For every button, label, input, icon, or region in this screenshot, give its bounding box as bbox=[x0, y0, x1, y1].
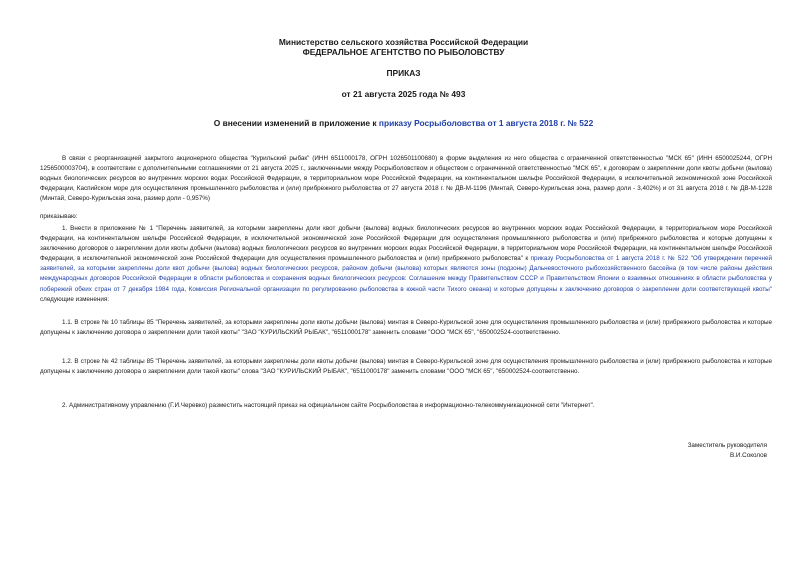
order-522-link[interactable]: приказу Росрыболовства от 1 августа 2018 г. № 522 "Об утверждении перечней заявителей, за которыми закреплены доли квот добычи (вылова) водных биологических ресурсов, районом добычи (вылова) которых являются зоны (подзоны) Дальневосточного рыбохозяйственного бассейна (в том числе районы действия международных договоров Российской Федерации в области рыболовства и сохранения водных биологических ресурсов: Соглашение между Правительством СССР и Правительством Японии о взаимных отношениях в области рыболовства у побережий обеих стран от 7 декабря 1984 года, Комиссия Региональной организации по регулированию рыболовства в южной части Тихого океана) и которые допущены к заключению договоров о закреплении доли соответствующей квоты" bbox=[40, 255, 772, 293]
item-2-paragraph: 2. Административному управлению (Г.И.Черевко) разместить настоящий приказ на официальном сайте Росрыболовства в информационно-телекоммуникационной сети "Интернет". bbox=[62, 402, 595, 409]
document-date: от 21 августа 2025 года № 493 bbox=[341, 89, 466, 99]
signatory-name: В.И.Соколов bbox=[729, 452, 767, 459]
document-subject bbox=[0, 118, 807, 128]
signatory-position: Заместитель руководителя bbox=[687, 442, 767, 449]
subject-text: О внесении изменений в приложение к bbox=[213, 118, 379, 128]
subject-link[interactable]: приказу Росрыболовства от 1 августа 2018 г. № 522 bbox=[378, 118, 594, 128]
preamble-paragraph: В связи с реорганизацией закрытого акционерного общества "Курильский рыбак" (ИНН 6511000178, ОГРН 1026501100680) в форме выделения из него общества с ограниченной ответственностью "МСК 65" (ИНН 6500025244, ОГРН 1256500003704), в соответствии с дополнительными соглашениями от 21 августа 2025 г., заключенными между Росрыболовством и обществом с ограниченной ответственностью "МСК 65", к договорам о закреплении доли квоты добычи (вылова) водных биологических ресурсов во внутренних морских водах Российской Федерации, в территориальном море Российской Федерации, на континентальном шельфе Российской Федерации, в исключительной экономической зоне Российской Федерации, Каспийском море для осуществления промышленного рыболовства и (или) прибрежного рыболовства от 27 августа 2018 г. № ДВ-М-1196 (Минтай, Северо-Курильская зона, размер доли - 3,402%) и от 31 августа 2018 г. № ДВ-М-1228 (Минтай, Северо-Курильская зона, размер доли - 0,957%) bbox=[40, 155, 772, 203]
item-1-1-paragraph: 1.1. В строке № 10 таблицы 85 "Перечень заявителей, за которыми закреплены доли квоты добычи (вылова) минтая в Северо-Курильской зоне для осуществления промышленного рыболовства и (или) прибрежного рыболовства и которые допущены к заключению договора о закреплении доли такой квоты" "ЗАО "КУРИЛЬСКИЙ РЫБАК", "6511000178" заменить словами "ООО "МСК 65", "650002524-соответственно. bbox=[40, 319, 772, 337]
agency-name: ФЕДЕРАЛЬНОЕ АГЕНТСТВО ПО РЫБОЛОВСТВУ bbox=[302, 47, 505, 57]
ministry-name: Министерство сельского хозяйства Российской Федерации bbox=[278, 37, 529, 47]
document-type: ПРИКАЗ bbox=[386, 68, 421, 78]
item-1-paragraph bbox=[40, 224, 772, 305]
item-1-tail: следующие изменения: bbox=[40, 295, 110, 303]
item-1-text: 1. Внести в приложение № 1 "Перечень заявителей, за которыми закреплены доли квот добычи (вылова) водных биологических ресурсов во внутренних морских водах Российской Федерации, в территориальном море Российской Федерации, на континентальном шельфе Российской Федерации, в исключительной экономической зоне Российской Федерации для осуществления промышленного рыболовства и (или) прибрежного рыболовства и которые допущены к заключению договоров о закреплении доли квоты добычи (вылова) водных биологических ресурсов во внутренних морских водах Российской Федерации, в территориальном море Российской Федерации, на континентальном шельфе Российской Федерации, в исключительной экономической зоне Российской Федерации для осуществления промышленного рыболовства и (или) прибрежного рыболовства" к bbox=[40, 225, 772, 263]
item-1-2-paragraph: 1.2. В строке № 42 таблицы 85 "Перечень заявителей, за которыми закреплены доли квоты добычи (вылова) минтая в Северо-Курильской зоне для осуществления промышленного рыболовства и (или) прибрежного рыболовства и которые допущены к заключению договора о закреплении доли такой квоты" слова "ЗАО "КУРИЛЬСКИЙ РЫБАК", "6511000178" заменить словами "ООО "МСК 65", "650002524-соответственно. bbox=[40, 358, 772, 376]
order-word: приказываю: bbox=[40, 213, 78, 220]
